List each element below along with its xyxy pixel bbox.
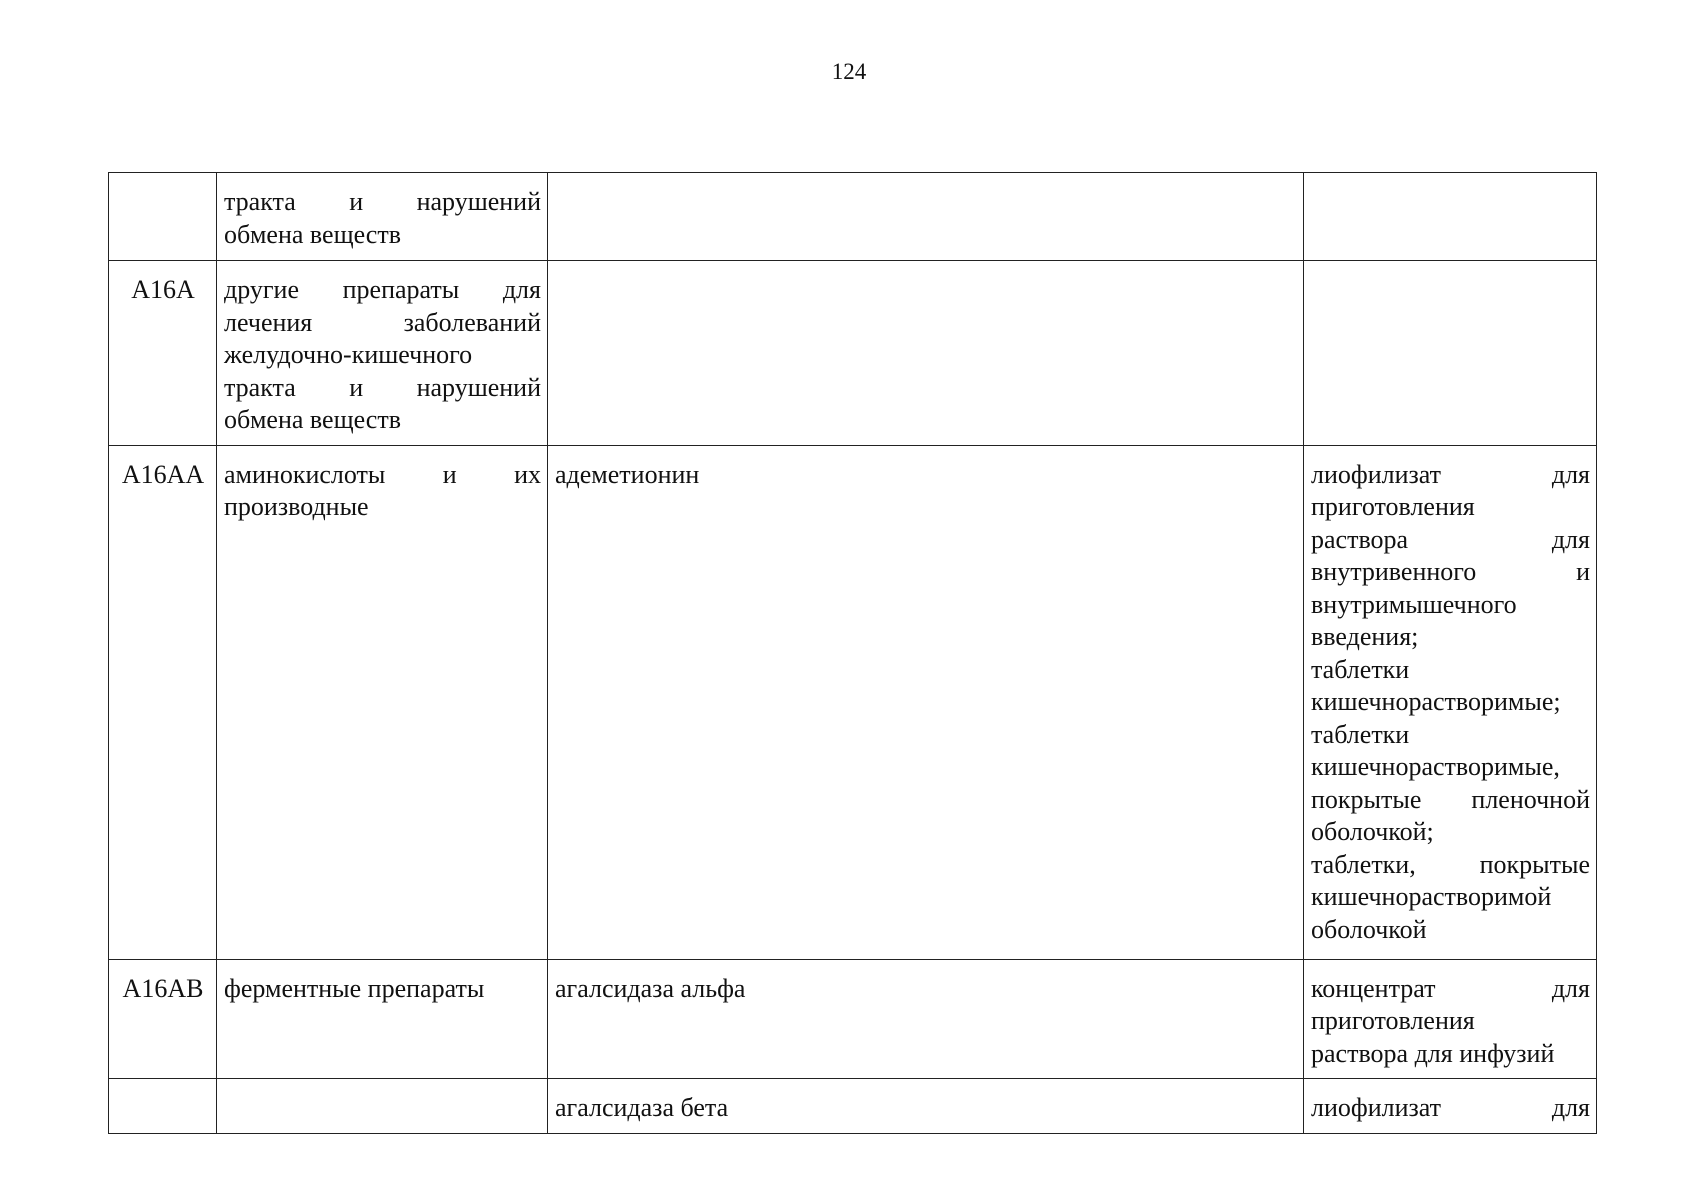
group-text-line: желудочно-кишечного <box>224 340 473 369</box>
anatomical-therapeutic-group-cell <box>217 261 548 446</box>
dosage-form-line: приготовления <box>1311 1006 1475 1035</box>
dosage-form-line: внутривенного и <box>1311 557 1590 586</box>
atc-code-cell: A16A <box>109 261 217 446</box>
dosage-form-line: оболочкой <box>1311 914 1427 944</box>
atc-code-cell <box>109 173 217 261</box>
atc-code-cell: A16AB <box>109 959 217 1079</box>
dosage-form-line: внутримышечного <box>1311 589 1517 619</box>
dosage-form-line: таблетки <box>1311 719 1410 749</box>
dosage-form-line: лиофилизат для <box>1311 459 1590 489</box>
table-row <box>109 261 1597 446</box>
table-row <box>109 1079 1597 1134</box>
table-row <box>109 173 1597 261</box>
drug-list-table <box>108 172 1597 1134</box>
group-text-line: тракта и нарушений <box>224 372 541 402</box>
dosage-form-line: раствора для инфузий <box>1311 1038 1555 1068</box>
group-text-line: обмена веществ <box>224 219 401 249</box>
group-text-line: производные <box>224 492 369 521</box>
atc-code-cell: A16AA <box>109 445 217 959</box>
anatomical-therapeutic-group-cell <box>217 445 548 959</box>
drug-name-cell <box>548 173 1304 261</box>
dosage-form-line: приготовления <box>1311 492 1475 521</box>
atc-code-cell <box>109 1079 217 1134</box>
dosage-form-line: оболочкой; <box>1311 817 1434 846</box>
drug-name-cell: агалсидаза бета <box>548 1079 1304 1134</box>
dosage-form-line: таблетки <box>1311 654 1410 684</box>
dosage-form-line: раствора для <box>1311 524 1590 554</box>
dosage-form-line: кишечнорастворимые; <box>1311 687 1561 716</box>
table-row <box>109 959 1597 1079</box>
dosage-form-cell <box>1304 261 1597 446</box>
group-text-line: аминокислоты и их <box>224 459 541 489</box>
dosage-form-line: кишечнорастворимой <box>1311 882 1552 911</box>
dosage-form-line: кишечнорастворимые, <box>1311 752 1560 781</box>
dosage-form-cell <box>1304 959 1597 1079</box>
anatomical-therapeutic-group-cell <box>217 173 548 261</box>
anatomical-therapeutic-group-cell <box>217 1079 548 1134</box>
dosage-form-line: покрытые пленочной <box>1311 784 1590 814</box>
group-text-line: другие препараты для <box>224 275 541 304</box>
group-text-line: ферментные препараты <box>224 973 485 1003</box>
drug-name-cell: агалсидаза альфа <box>548 959 1304 1079</box>
dosage-form-line: концентрат для <box>1311 973 1590 1003</box>
group-text-line: тракта и нарушений <box>224 187 541 216</box>
drug-name-cell <box>548 261 1304 446</box>
dosage-form-line: таблетки, покрытые <box>1311 849 1590 879</box>
page-number: 124 <box>831 59 867 84</box>
dosage-form-line: введения; <box>1311 622 1419 651</box>
group-text-line: обмена веществ <box>224 405 401 434</box>
anatomical-therapeutic-group-cell <box>217 959 548 1079</box>
dosage-form-line: лиофилизат для <box>1311 1093 1590 1122</box>
group-text-line: лечения заболеваний <box>224 307 541 337</box>
dosage-form-cell <box>1304 1079 1597 1134</box>
dosage-form-cell <box>1304 445 1597 959</box>
table-row <box>109 445 1597 959</box>
dosage-form-cell <box>1304 173 1597 261</box>
drug-name-cell: адеметионин <box>548 445 1304 959</box>
